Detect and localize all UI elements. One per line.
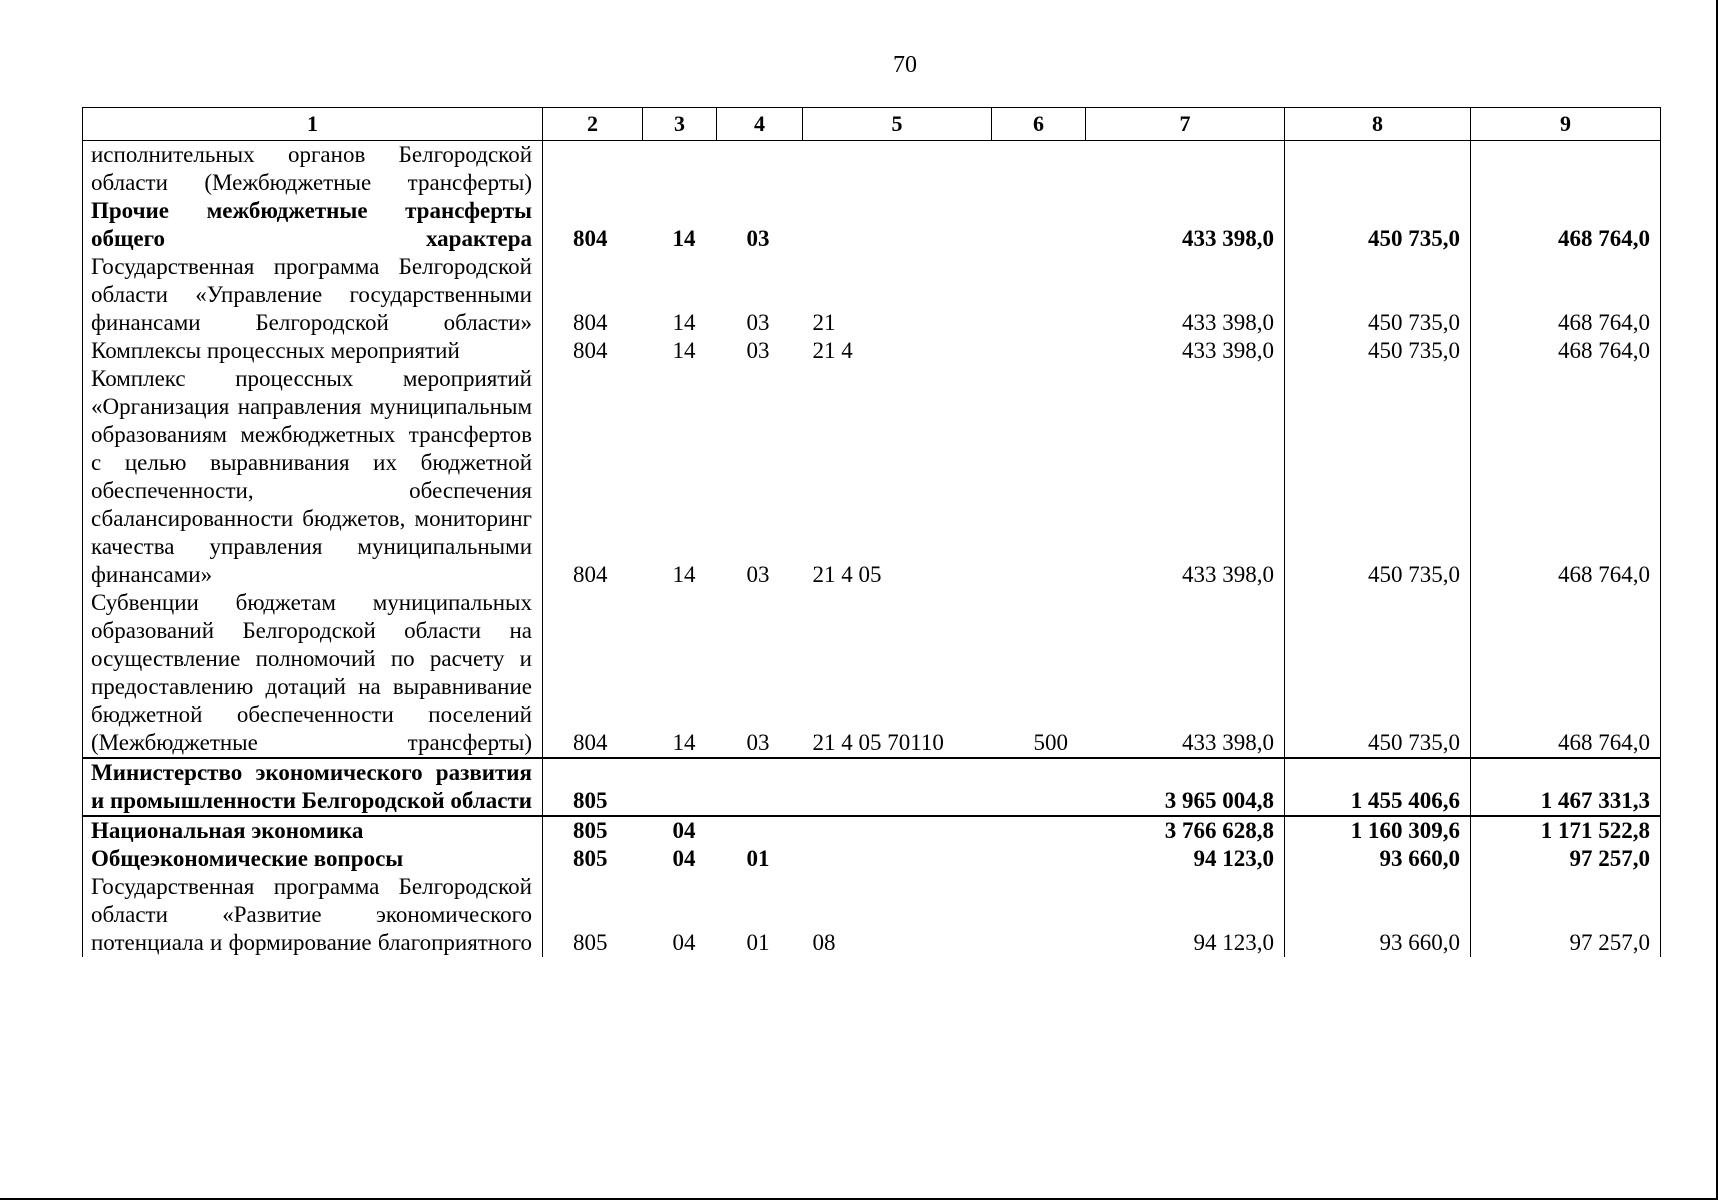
- amount-year-3: 1 171 522,8: [1471, 816, 1661, 845]
- table-row: [83, 197, 1661, 253]
- row-name: Национальная экономика: [83, 816, 543, 845]
- header-col-9: 9: [1471, 108, 1661, 141]
- target-article-code: 08: [812, 930, 836, 955]
- amount-year-2: [1285, 141, 1471, 198]
- section-code: 14: [672, 338, 696, 363]
- row-name: Министерство экономического развития и промышленности Белгородской области: [83, 758, 543, 816]
- expense-type-code: [992, 365, 1086, 589]
- header-col-3: 3: [643, 108, 717, 141]
- amount-year-2: 93 660,0: [1285, 873, 1471, 957]
- amount-year-3: 468 764,0: [1471, 337, 1661, 365]
- target-article-code: [803, 197, 992, 253]
- grbs-code: 805: [543, 873, 643, 957]
- grbs-code: 804: [543, 337, 643, 365]
- grbs-code: 805: [543, 816, 643, 845]
- expense-type-code: [992, 873, 1086, 957]
- table-row: [83, 337, 1661, 365]
- amount-year-3: 468 764,0: [1471, 253, 1661, 337]
- grbs-code: 804: [543, 365, 643, 589]
- grbs-code: 804: [543, 589, 643, 758]
- row-name: Комплекс процессных мероприятий «Организация направления муниципальным образованиям межбюджетных трансфертов с целью выравнивания их бюджетной обеспеченности, обеспечения сбалансированности бюджетов, мониторинг качества управления муниципальными финансами»: [83, 365, 543, 589]
- section-code: 04: [672, 930, 696, 955]
- expense-type-code: [992, 337, 1086, 365]
- amount-year-1: 433 398,0: [1086, 365, 1285, 589]
- header-col-6: 6: [992, 108, 1086, 141]
- expense-type-code: 500: [1033, 730, 1068, 755]
- target-article-code: [803, 758, 992, 816]
- table-row: [83, 845, 1661, 873]
- subsection-code: 03: [746, 730, 770, 755]
- amount-year-1: 433 398,0: [1086, 589, 1285, 758]
- section-code: 04: [672, 846, 696, 871]
- section-code: 14: [672, 730, 696, 755]
- row-name: Прочие межбюджетные трансферты общего характера: [83, 197, 543, 253]
- amount-year-3: 1 467 331,3: [1471, 758, 1661, 816]
- amount-year-3: [1471, 141, 1661, 198]
- expense-type-code: [992, 845, 1086, 873]
- grbs-code: 805: [543, 845, 643, 873]
- header-col-7: 7: [1086, 108, 1285, 141]
- amount-year-1: 3 766 628,8: [1086, 816, 1285, 845]
- amount-year-3: 468 764,0: [1471, 365, 1661, 589]
- table-row: [83, 816, 1661, 845]
- section-code: 04: [643, 816, 717, 845]
- row-name: Общеэкономические вопросы: [83, 845, 543, 873]
- header-col-4: 4: [717, 108, 803, 141]
- subsection-code: 03: [746, 338, 770, 363]
- table-row: [83, 253, 1661, 337]
- header-col-2: 2: [543, 108, 643, 141]
- table-row: [83, 365, 1661, 589]
- subsection-code: 01: [746, 930, 770, 955]
- row-name: Государственная программа Белгородской области «Развитие экономического потенциала и формирование благоприятного: [83, 873, 543, 957]
- amount-year-1: [1086, 141, 1285, 198]
- amount-year-3: 468 764,0: [1471, 197, 1661, 253]
- section-code: [643, 758, 717, 816]
- row-name: Государственная программа Белгородской области «Управление государственными финансами Белгородской области»: [83, 253, 543, 337]
- grbs-code: [543, 141, 643, 198]
- subsection-code: [717, 816, 803, 845]
- grbs-code: 805: [543, 758, 643, 816]
- subsection-code: 01: [746, 846, 770, 871]
- amount-year-1: 94 123,0: [1086, 873, 1285, 957]
- grbs-code: 804: [543, 253, 643, 337]
- header-col-5: 5: [803, 108, 992, 141]
- expense-type-code: [992, 816, 1086, 845]
- section-code: [643, 141, 717, 198]
- subsection-code: [717, 758, 803, 816]
- row-name: исполнительных органов Белгородской области (Межбюджетные трансферты): [83, 141, 543, 198]
- amount-year-2: 450 735,0: [1285, 197, 1471, 253]
- section-code: 14: [672, 310, 696, 335]
- expense-type-code: [992, 197, 1086, 253]
- target-article-code: [803, 816, 992, 845]
- amount-year-2: 450 735,0: [1285, 365, 1471, 589]
- table-body: [83, 141, 1661, 958]
- table-row: [83, 873, 1661, 957]
- section-code: 14: [672, 562, 696, 587]
- section-code: 14: [672, 226, 696, 251]
- amount-year-3: 97 257,0: [1471, 873, 1661, 957]
- amount-year-1: 433 398,0: [1086, 197, 1285, 253]
- subsection-code: 03: [746, 226, 770, 251]
- header-col-1: 1: [83, 108, 543, 141]
- amount-year-2: 93 660,0: [1285, 845, 1471, 873]
- subsection-code: [717, 141, 803, 198]
- amount-year-1: 433 398,0: [1086, 337, 1285, 365]
- amount-year-2: 1 160 309,6: [1285, 816, 1471, 845]
- amount-year-2: 1 455 406,6: [1285, 758, 1471, 816]
- amount-year-1: 3 965 004,8: [1086, 758, 1285, 816]
- amount-year-1: 94 123,0: [1086, 845, 1285, 873]
- subsection-code: 03: [746, 310, 770, 335]
- target-article-code: [803, 845, 992, 873]
- amount-year-2: 450 735,0: [1285, 253, 1471, 337]
- amount-year-1: 433 398,0: [1086, 253, 1285, 337]
- target-article-code: 21 4: [812, 338, 853, 363]
- target-article-code: 21: [812, 310, 836, 335]
- expense-type-code: [992, 253, 1086, 337]
- header-col-8: 8: [1285, 108, 1471, 141]
- amount-year-3: 97 257,0: [1471, 845, 1661, 873]
- grbs-code: 804: [543, 197, 643, 253]
- table-row: [83, 141, 1661, 198]
- amount-year-2: 450 735,0: [1285, 589, 1471, 758]
- table-row: [83, 589, 1661, 758]
- target-article-code: 21 4 05: [812, 562, 882, 587]
- budget-table: [82, 107, 1661, 957]
- row-name: Комплексы процессных мероприятий: [83, 337, 543, 365]
- expense-type-code: [992, 141, 1086, 198]
- amount-year-3: 468 764,0: [1471, 589, 1661, 758]
- target-article-code: 21 4 05 70110: [812, 730, 944, 755]
- subsection-code: 03: [746, 562, 770, 587]
- row-name: Субвенции бюджетам муниципальных образований Белгородской области на осуществление полномочий по расчету и предоставлению дотаций на выравнивание бюджетной обеспеченности поселений (Межбюджетные трансферты): [83, 589, 543, 758]
- amount-year-2: 450 735,0: [1285, 337, 1471, 365]
- expense-type-code: [992, 758, 1086, 816]
- header-row: [83, 108, 1661, 141]
- target-article-code: [803, 141, 992, 198]
- table-row: [83, 758, 1661, 816]
- page-number: 70: [893, 52, 917, 78]
